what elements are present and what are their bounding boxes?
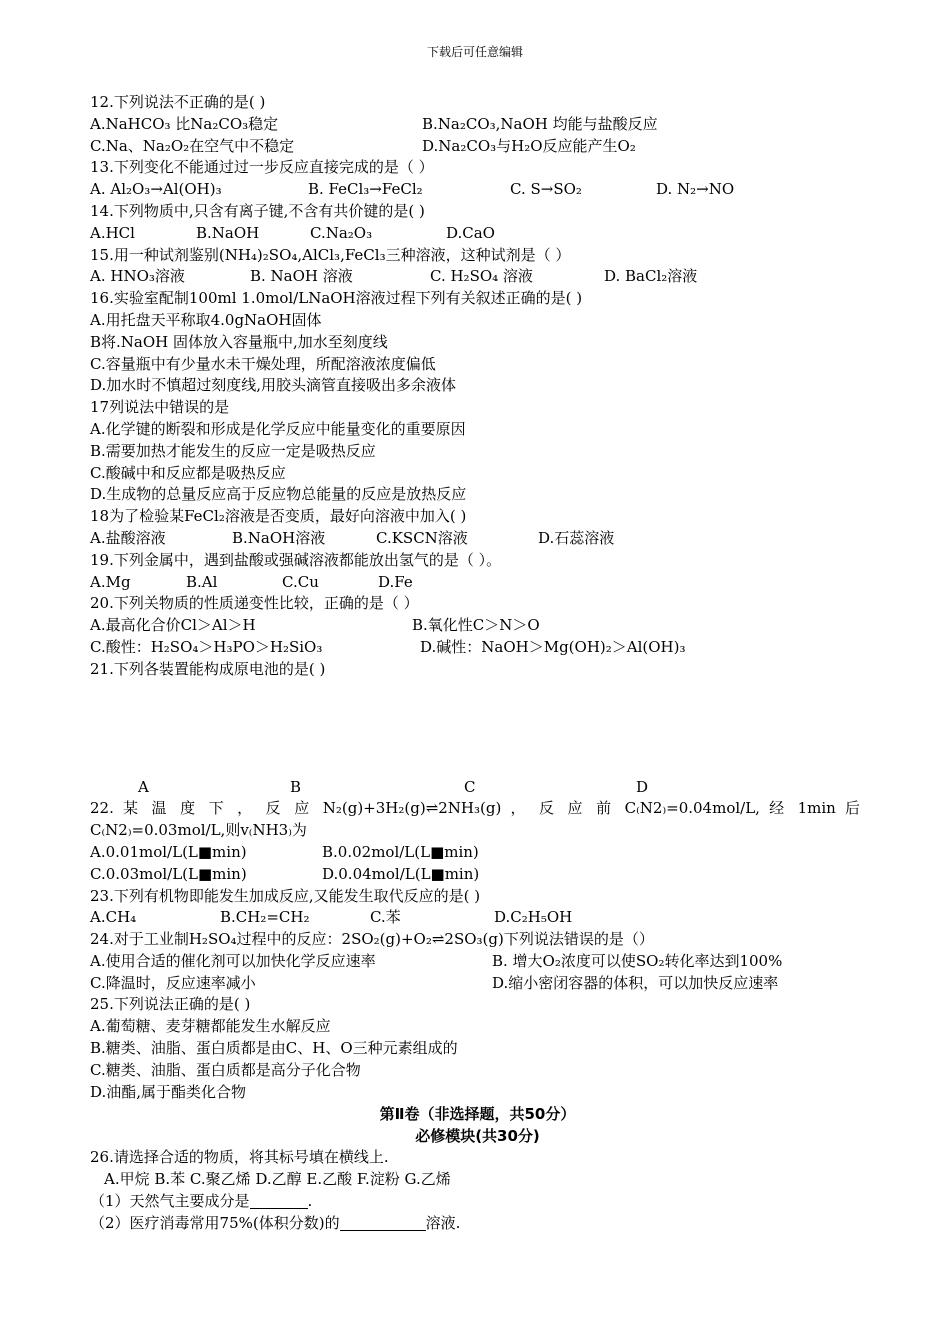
option-d: D.Fe bbox=[378, 572, 413, 591]
option-c: C.酸碱中和反应都是吸热反应 bbox=[90, 463, 286, 482]
question-18: 18为了检验某FeCl₂溶液是否变质，最好向溶液中加入( ) bbox=[90, 507, 467, 526]
option-d: D.缩小密闭容器的体积，可以加快反应速率 bbox=[492, 973, 779, 992]
option-b: B.Al bbox=[186, 572, 218, 591]
option-b: B.CH₂=CH₂ bbox=[220, 908, 310, 927]
question-15-options bbox=[90, 266, 865, 288]
option-c: C.糖类、油脂、蛋白质都是高分子化合物 bbox=[90, 1060, 361, 1079]
option-b: B.糖类、油脂、蛋白质都是由C、H、O三种元素组成的 bbox=[90, 1039, 458, 1058]
question-20: 20.下列关物质的性质递变性比较，正确的是（ ） bbox=[90, 594, 419, 613]
question-16: 16.实验室配制100ml 1.0mol/LNaOH溶液过程下列有关叙述正确的是( ) bbox=[90, 289, 583, 308]
option-c: C. H₂SO₄ 溶液 bbox=[430, 267, 533, 286]
question-13: 13.下列变化不能通过过一步反应直接完成的是（ ） bbox=[90, 158, 434, 177]
option-d: D.油酯,属于酯类化合物 bbox=[90, 1082, 247, 1101]
option-a: A.Mg bbox=[90, 572, 131, 591]
option-a: A.化学键的断裂和形成是化学反应中能量变化的重要原因 bbox=[90, 419, 466, 438]
option-c: C.苯 bbox=[370, 908, 401, 927]
page-header: 下载后可任意编辑 bbox=[426, 45, 523, 59]
figure-label-a: A bbox=[138, 777, 149, 796]
option-d: D.石蕊溶液 bbox=[538, 528, 615, 547]
part1-text: （1）天然气主要成分是 bbox=[90, 1192, 250, 1211]
option-d: D. N₂→NO bbox=[656, 180, 735, 199]
option-c: C.容量瓶中有少量水未干燥处理，所配溶液浓度偏低 bbox=[90, 354, 436, 373]
option-a: A.HCl bbox=[90, 223, 135, 242]
option-a: A.用托盘天平称取4.0gNaOH固体 bbox=[90, 310, 322, 329]
option-b: B.NaOH bbox=[196, 223, 260, 242]
question-26: 26.请选择合适的物质，将其标号填在横线上. bbox=[90, 1148, 389, 1167]
option-a: A.使用合适的催化剂可以加快化学反应速率 bbox=[90, 951, 376, 970]
option-a: A.NaHCO₃ 比Na₂CO₃稳定 bbox=[90, 114, 279, 133]
option-c: C. S→SO₂ bbox=[510, 180, 582, 199]
option-b: B. FeCl₃→FeCl₂ bbox=[308, 180, 423, 199]
question-22-row2 bbox=[90, 864, 865, 886]
option-b: B.需要加热才能发生的反应一定是吸热反应 bbox=[90, 441, 376, 460]
question-19-options bbox=[90, 572, 865, 594]
question-22-row1 bbox=[90, 842, 865, 864]
question-17: 17列说法中错误的是 bbox=[90, 398, 230, 417]
option-b: B将.NaOH 固体放入容量瓶中,加水至刻度线 bbox=[90, 332, 388, 351]
option-d: D.C₂H₅OH bbox=[494, 908, 573, 927]
part2-end: 溶液. bbox=[425, 1213, 461, 1232]
option-d: D.CaO bbox=[446, 223, 495, 242]
option-c: C.0.03mol/L(L■min) bbox=[90, 864, 247, 883]
option-a: A.葡萄糖、麦芽糖都能发生水解反应 bbox=[90, 1017, 331, 1036]
question-12-row1 bbox=[90, 114, 865, 136]
question-24: 24.对于工业制H₂SO₄过程中的反应：2SO₂(g)+O₂⇌2SO₃(g)下列说法错误的是（） bbox=[90, 930, 654, 949]
option-c: C.Cu bbox=[282, 572, 319, 591]
figure-labels bbox=[90, 777, 865, 799]
question-22-cont: C₍N2₎=0.03mol/L,则v₍NH3₎为 bbox=[90, 821, 307, 840]
answer-blank-2[interactable] bbox=[340, 1215, 426, 1231]
section-2-title: 第Ⅱ卷（非选择题，共50分） bbox=[379, 1105, 576, 1124]
question-23-options bbox=[90, 907, 865, 929]
option-c: C.KSCN溶液 bbox=[376, 528, 468, 547]
option-c: C.Na₂O₃ bbox=[310, 223, 373, 242]
section-2-subtitle: 必修模块(共30分) bbox=[415, 1127, 540, 1146]
question-14: 14.下列物质中,只含有离子键,不含有共价键的是( ) bbox=[90, 201, 425, 220]
option-a: A. HNO₃溶液 bbox=[90, 267, 185, 286]
question-24-row1 bbox=[90, 951, 865, 973]
part1-end: . bbox=[307, 1192, 313, 1211]
question-26-options: A.甲烷 B.苯 C.聚乙烯 D.乙醇 E.乙酸 F.淀粉 G.乙烯 bbox=[104, 1170, 451, 1189]
option-d: D.生成物的总量反应高于反应物总能量的反应是放热反应 bbox=[90, 485, 467, 504]
question-21: 21.下列各装置能构成原电池的是( ) bbox=[90, 659, 326, 678]
option-b: B. 增大O₂浓度可以使SO₂转化率达到100% bbox=[492, 951, 783, 970]
option-d: D.碱性：NaOH＞Mg(OH)₂＞Al(OH)₃ bbox=[420, 637, 686, 656]
option-a: A.0.01mol/L(L■min) bbox=[90, 842, 247, 861]
exam-content bbox=[90, 92, 865, 1235]
question-14-options bbox=[90, 223, 865, 245]
option-a: A. Al₂O₃→Al(OH)₃ bbox=[90, 180, 222, 199]
question-12: 12.下列说法不正确的是( ) bbox=[90, 93, 266, 111]
option-a: A.最高化合价Cl＞Al＞H bbox=[90, 616, 256, 635]
question-24-row2 bbox=[90, 973, 865, 995]
part2-text: （2）医疗消毒常用75%(体积分数)的 bbox=[90, 1213, 340, 1232]
option-d: D. BaCl₂溶液 bbox=[604, 267, 698, 286]
figure-label-c: C bbox=[464, 777, 476, 796]
question-23: 23.下列有机物即能发生加成反应,又能发生取代反应的是( ) bbox=[90, 886, 481, 905]
question-22: 22. 某 温 度 下 ， 反 应 N₂(g)+3H₂(g)⇌2NH₃(g) ， 反 应 前 C₍N2₎=0.04mol/L, 经 1min 后 bbox=[90, 799, 860, 818]
option-a: A.CH₄ bbox=[90, 908, 137, 927]
option-a: A.盐酸溶液 bbox=[90, 528, 166, 547]
figure-label-d: D bbox=[636, 777, 649, 796]
option-d: D.Na₂CO₃与H₂O反应能产生O₂ bbox=[422, 136, 636, 155]
figure-label-b: B bbox=[290, 777, 302, 796]
option-b: B.Na₂CO₃,NaOH 均能与盐酸反应 bbox=[422, 114, 658, 133]
question-13-options bbox=[90, 179, 865, 201]
option-d: D.加水时不慎超过刻度线,用胶头滴管直接吸出多余液体 bbox=[90, 376, 457, 395]
figure-area bbox=[90, 681, 865, 777]
question-12-row2 bbox=[90, 136, 865, 158]
question-18-options bbox=[90, 528, 865, 550]
option-c: C.Na、Na₂O₂在空气中不稳定 bbox=[90, 136, 295, 155]
option-d: D.0.04mol/L(L■min) bbox=[322, 864, 480, 883]
question-20-row1 bbox=[90, 615, 865, 637]
option-b: B.NaOH溶液 bbox=[232, 528, 326, 547]
question-26-part1 bbox=[90, 1191, 865, 1213]
question-25: 25.下列说法正确的是( ) bbox=[90, 995, 251, 1014]
question-26-part2 bbox=[90, 1213, 865, 1235]
question-19: 19.下列金属中，遇到盐酸或强碱溶液都能放出氢气的是（ ）。 bbox=[90, 550, 502, 569]
option-c: C.降温时，反应速率减小 bbox=[90, 973, 256, 992]
option-b: B. NaOH 溶液 bbox=[250, 267, 353, 286]
option-c: C.酸性：H₂SO₄＞H₃PO＞H₂SiO₃ bbox=[90, 637, 323, 656]
option-b: B.0.02mol/L(L■min) bbox=[322, 842, 479, 861]
question-20-row2 bbox=[90, 637, 865, 659]
answer-blank-1[interactable] bbox=[250, 1193, 308, 1209]
option-b: B.氧化性C＞N＞O bbox=[412, 616, 540, 635]
question-15: 15.用一种试剂鉴别(NH₄)₂SO₄,AlCl₃,FeCl₃三种溶液，这种试剂是（ ） bbox=[90, 245, 571, 264]
